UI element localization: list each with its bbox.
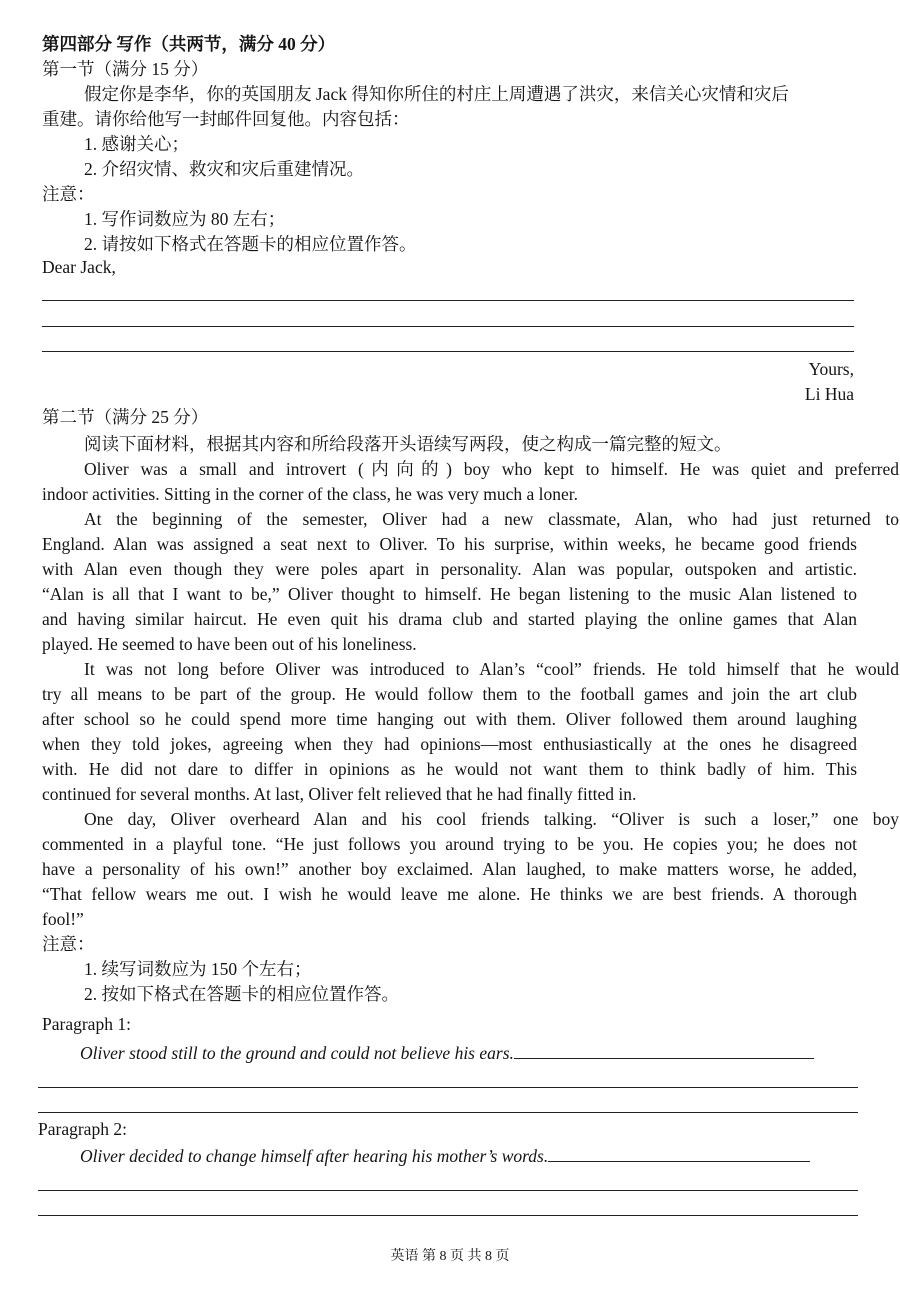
- passage-p2-line: and having similar haircut. He even quit his drama club and started playing the online games that Alan: [42, 609, 857, 629]
- passage-p3-line: It was not long before Oliver was introduced to Alan’s “cool” friends. He told himself that he would: [84, 659, 899, 679]
- page-footer: 英语 第 8 页 共 8 页: [390, 1249, 510, 1264]
- passage-p1-line: Oliver was a small and introvert (内向的) boy who kept to himself. He was quiet and preferred: [84, 459, 899, 479]
- passage-p3-line: continued for several months. At last, Oliver felt relieved that he had finally fitted in.: [42, 784, 637, 804]
- section1-notes-label: 注意：: [42, 184, 95, 204]
- paragraph1-label: Paragraph 1:: [42, 1014, 131, 1034]
- answer-line: [38, 1190, 858, 1191]
- passage-p2-line: “Alan is all that I want to be,” Oliver thought to himself. He began listening to the music Alan listened to: [42, 584, 857, 604]
- section1-note-1: 1. 写作词数应为 80 左右；: [84, 209, 286, 229]
- section1-intro-line1: 假定你是李华，你的英国朋友 Jack 得知你所住的村庄上周遭遇了洪灾，来信关心灾情和灾后: [84, 84, 789, 104]
- passage-p3-line: when they told jokes, agreeing when they had opinions—most enthusiastically at the ones he disagreed: [42, 734, 857, 754]
- paragraph1-start: Oliver stood still to the ground and could not believe his ears.: [80, 1043, 514, 1063]
- letter-greeting: Dear Jack,: [42, 257, 116, 277]
- section1-note-2: 2. 请按如下格式在答题卡的相应位置作答。: [84, 234, 417, 254]
- letter-signature: Li Hua: [804, 384, 854, 404]
- section2-note-1: 1. 续写词数应为 150 个左右；: [84, 959, 312, 979]
- letter-closing: Yours,: [808, 359, 854, 379]
- passage-p1-line: indoor activities. Sitting in the corner of the class, he was very much a loner.: [42, 484, 579, 504]
- passage-p2-line: with Alan even though they were poles apart in personality. Alan was popular, outspoken and artistic.: [42, 559, 857, 579]
- section2-instruction: 阅读下面材料，根据其内容和所给段落开头语续写两段，使之构成一篇完整的短文。: [84, 434, 732, 454]
- answer-blank: [548, 1143, 810, 1162]
- passage-p2-line: At the beginning of the semester, Oliver had a new classmate, Alan, who had just returned to: [84, 509, 899, 529]
- part-title: 第四部分 写作（共两节，满分 40 分）: [42, 34, 336, 54]
- answer-line: [42, 300, 854, 301]
- passage-p3-line: after school so he could spend more time hanging out with them. Oliver followed them around laughing: [42, 709, 857, 729]
- passage-p4-line: have a personality of his own!” another boy exclaimed. Alan laughed, to make matters worse, he added,: [42, 859, 857, 879]
- passage-p4-line: commented in a playful tone. “He just follows you around trying to be you. He copies you; he does not: [42, 834, 857, 854]
- answer-line: [42, 326, 854, 327]
- answer-line: [38, 1215, 858, 1216]
- paragraph2-row: [42, 1143, 895, 1169]
- section2-notes-label: 注意：: [42, 934, 95, 954]
- passage-p4-line: “That fellow wears me out. I wish he would leave me alone. He thinks we are best friends. A thorough: [42, 884, 857, 904]
- section1-heading: 第一节（满分 15 分）: [42, 59, 209, 79]
- answer-line: [42, 351, 854, 352]
- section2-heading: 第二节（满分 25 分）: [42, 407, 209, 427]
- section1-item-2: 2. 介绍灾情、救灾和灾后重建情况。: [84, 159, 364, 179]
- passage-p4-line: One day, Oliver overheard Alan and his cool friends talking. “Oliver is such a loser,” one boy: [84, 809, 899, 829]
- answer-line: [38, 1112, 858, 1113]
- paragraph2-label: Paragraph 2:: [38, 1119, 127, 1139]
- paragraph2-start: Oliver decided to change himself after hearing his mother’s words.: [80, 1146, 549, 1166]
- passage-p3-line: try all means to be part of the group. He would follow them to the football games and join the art club: [42, 684, 857, 704]
- answer-line: [38, 1087, 858, 1088]
- section2-note-2: 2. 按如下格式在答题卡的相应位置作答。: [84, 984, 399, 1004]
- paragraph1-row: [42, 1040, 895, 1066]
- section1-intro-line2: 重建。请你给他写一封邮件回复他。内容包括：: [42, 109, 410, 129]
- passage-p2-line: played. He seemed to have been out of his loneliness.: [42, 634, 417, 654]
- passage-p4-line: fool!”: [42, 909, 84, 929]
- answer-blank: [514, 1040, 814, 1059]
- passage-p2-line: England. Alan was assigned a seat next to Oliver. To his surprise, within weeks, he became good friends: [42, 534, 857, 554]
- section1-item-1: 1. 感谢关心；: [84, 134, 189, 154]
- passage-p3-line: with. He did not dare to differ in opinions as he would not want them to think badly of him. This: [42, 759, 857, 779]
